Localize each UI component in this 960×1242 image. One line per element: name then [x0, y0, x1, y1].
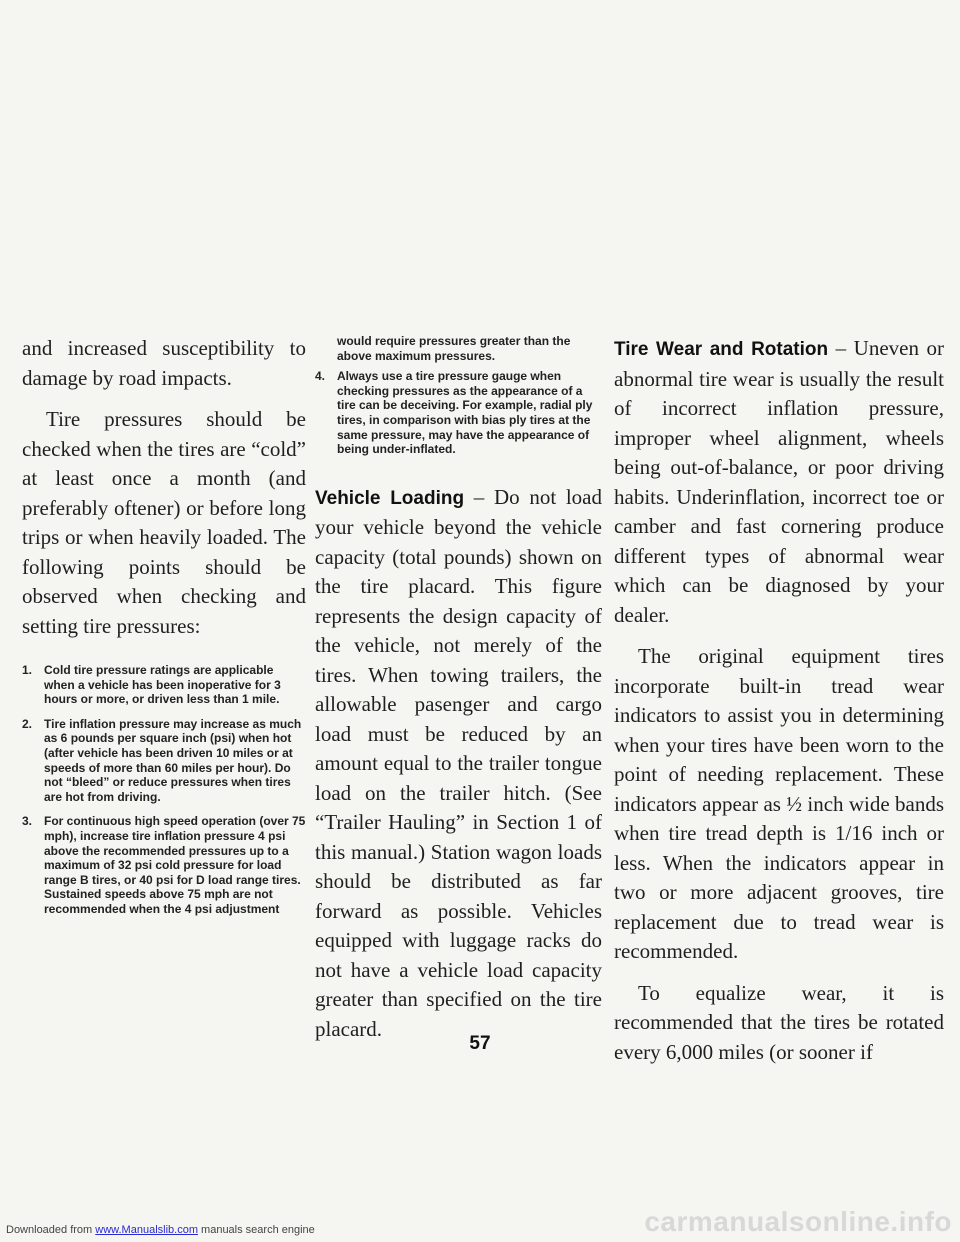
list-number: 2. — [22, 716, 33, 731]
list-text: Tire inflation pressure may increase as much as 6 pounds per square inch (psi) when hot (after vehicle has been driven 10 miles or at speeds of more than 60 miles per hour). Do not “bleed” or reduce pressures when tires are hot from driving. — [44, 716, 302, 804]
list-text: Always use a tire pressure gauge when checking pressures as the appearance of a tire can be deceiving. For example, radial ply tires, in comparison with bias ply tires at the same pressure, may have the appearance of being under-inflated. — [337, 369, 593, 457]
list-text: Cold tire pressure ratings are applicable when a vehicle has been inoperative for 3 hours or more, or driven less than 1 mile. — [44, 663, 281, 707]
footer-suffix: manuals search engine — [197, 1224, 315, 1236]
list-item — [22, 717, 306, 805]
column-middle — [315, 334, 602, 1044]
manualslib-link[interactable]: www.Manualslib.com — [95, 1224, 198, 1236]
column-right — [614, 334, 944, 1067]
list-item — [22, 814, 306, 916]
tire-wear-body: Uneven or abnormal tire wear is usually the result of incorrect inflation pressure, improper wheel alignment, wheels being out-of-balance, or poor driving habits. Underinflation, incorrect toe or camber and fast cornering produce different types of abnormal wear which can be diagnosed by your dealer. — [614, 336, 944, 627]
heading-dash: – — [464, 484, 494, 509]
vehicle-loading-heading: Vehicle Loading — [315, 487, 465, 509]
column-left — [22, 334, 306, 927]
vehicle-loading-section — [315, 483, 602, 1045]
heading-dash: – — [828, 336, 854, 360]
watermark: carmanualsonline.info — [644, 1206, 952, 1237]
list-number: 4. — [315, 369, 326, 384]
paragraph-continued: and increased susceptibility to damage by road impacts. — [22, 336, 306, 390]
list-item — [22, 663, 306, 707]
rotation-paragraph: To equalize wear, it is recommended that the tires be rotated every 6,000 miles (or sooner if — [614, 980, 944, 1064]
pressure-points-list — [22, 663, 306, 917]
list-item — [315, 369, 602, 457]
pressure-points-list-continued — [315, 369, 602, 457]
list-item-continued: would require pressures greater than the above maximum pressures. — [337, 334, 571, 363]
footer-prefix: Downloaded from — [6, 1224, 96, 1236]
page-number: 57 — [469, 1033, 491, 1054]
tire-wear-section — [614, 334, 944, 630]
list-text: For continuous high speed operation (over 75 mph), increase tire inflation pressure 4 psi above the recommended pressures up to a maximum of 32 psi cold pressure for load range B tires, or 40 psi for D load range tires. Sustained speeds above 75 mph are not recommended when the 4 psi adjustment — [44, 814, 306, 916]
tire-wear-heading: Tire Wear and Rotation — [614, 339, 829, 360]
list-number: 1. — [22, 663, 33, 677]
list-number: 3. — [22, 814, 33, 829]
paragraph-tire-pressures: Tire pressures should be checked when the tires are “cold” at least once a month (and preferably oftener) or before long trips or when heavily loaded. The following points should be observed when checking and setting tire pressures: — [22, 407, 306, 638]
vehicle-loading-body: Do not load your vehicle beyond the vehicle capacity (total pounds) shown on the tire placard. This figure represents the design capacity of the vehicle, not merely of the tires. When towing trailers, the allowable pasenger and cargo load must be reduced by an amount equal to the trailer tongue load on the trailer hitch. (See “Trailer Hauling” in Section 1 of this manual.) Station wagon loads should be distributed as far forward as possible. Vehicles equipped with luggage racks do not have a vehicle load capacity greater than specified on the tire placard. — [315, 484, 602, 1041]
tread-wear-indicators-paragraph: The original equipment tires incorporate built-in tread wear indicators to assist you in determining when your tires have been worn to the point of needing replacement. These indicators appear as ½ inch wide bands when tire tread depth is 1/16 inch or less. When the indicators appear in two or more adjacent grooves, tire replacement due to tread wear is recommended. — [614, 644, 944, 963]
download-footer — [6, 1224, 315, 1236]
